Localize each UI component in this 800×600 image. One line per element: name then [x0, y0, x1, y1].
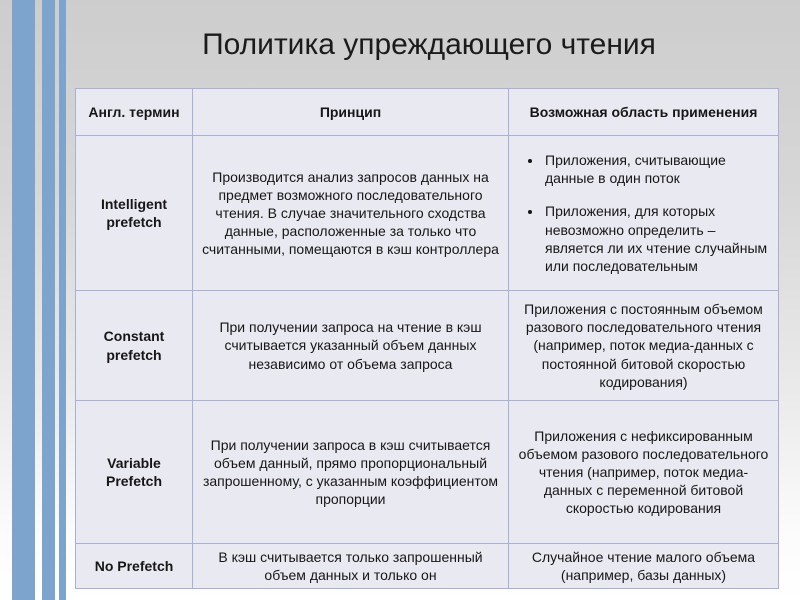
applications-cell: Приложения с нефиксированным объемом разового последовательного чтения (например, поток медиа-данных с переменной битовой скоростью кодирования — [509, 401, 779, 544]
principle-cell: При получении запроса в кэш считывается объем данный, прямо пропорциональный запрошенному, с указанным коэффициентом пропорции — [193, 401, 509, 544]
term-cell: Variable Prefetch — [76, 401, 193, 544]
principle-cell: При получении запроса на чтение в кэш считывается указанный объем данных независимо от объема запроса — [193, 291, 509, 401]
left-accent-bar-narrow — [59, 0, 66, 600]
principle-cell: В кэш считывается только запрошенный объем данных и только он — [193, 544, 509, 589]
table-row-constant-prefetch — [76, 291, 779, 401]
left-accent-bar-wide — [12, 0, 35, 600]
left-accent-bar-medium — [42, 0, 55, 600]
principle-cell: Производится анализ запросов данных на предмет возможного последовательного чтения. В случае значительного сходства данные, расположенные за только что считанными, помещаются в кэш контроллера — [193, 136, 509, 291]
applications-cell: Случайное чтение малого объема (например, базы данных) — [509, 544, 779, 589]
table-header-row — [76, 89, 779, 136]
applications-cell — [509, 136, 779, 291]
slide-title: Политика упреждающего чтения — [202, 28, 656, 61]
column-header-term: Англ. термин — [76, 89, 193, 136]
applications-list — [517, 151, 770, 275]
list-item: • Приложения, считывающие данные в один поток — [543, 151, 768, 187]
term-cell: Intelligent prefetch — [76, 136, 193, 291]
table-row-variable-prefetch — [76, 401, 779, 544]
applications-cell: Приложения с постоянным объемом разового последовательного чтения (например, поток медиа-данных с постоянной битовой скоростью кодирования) — [509, 291, 779, 401]
list-item: • Приложения, для которых невозможно определить – является ли их чтение случайным или последовательным — [543, 202, 768, 275]
table-row-intelligent-prefetch — [76, 136, 779, 291]
table-row-no-prefetch — [76, 544, 779, 589]
column-header-applications: Возможная область применения — [509, 89, 779, 136]
prefetch-policy-table — [75, 88, 779, 589]
column-header-principle: Принцип — [193, 89, 509, 136]
term-cell: No Prefetch — [76, 544, 193, 589]
term-cell: Constant prefetch — [76, 291, 193, 401]
